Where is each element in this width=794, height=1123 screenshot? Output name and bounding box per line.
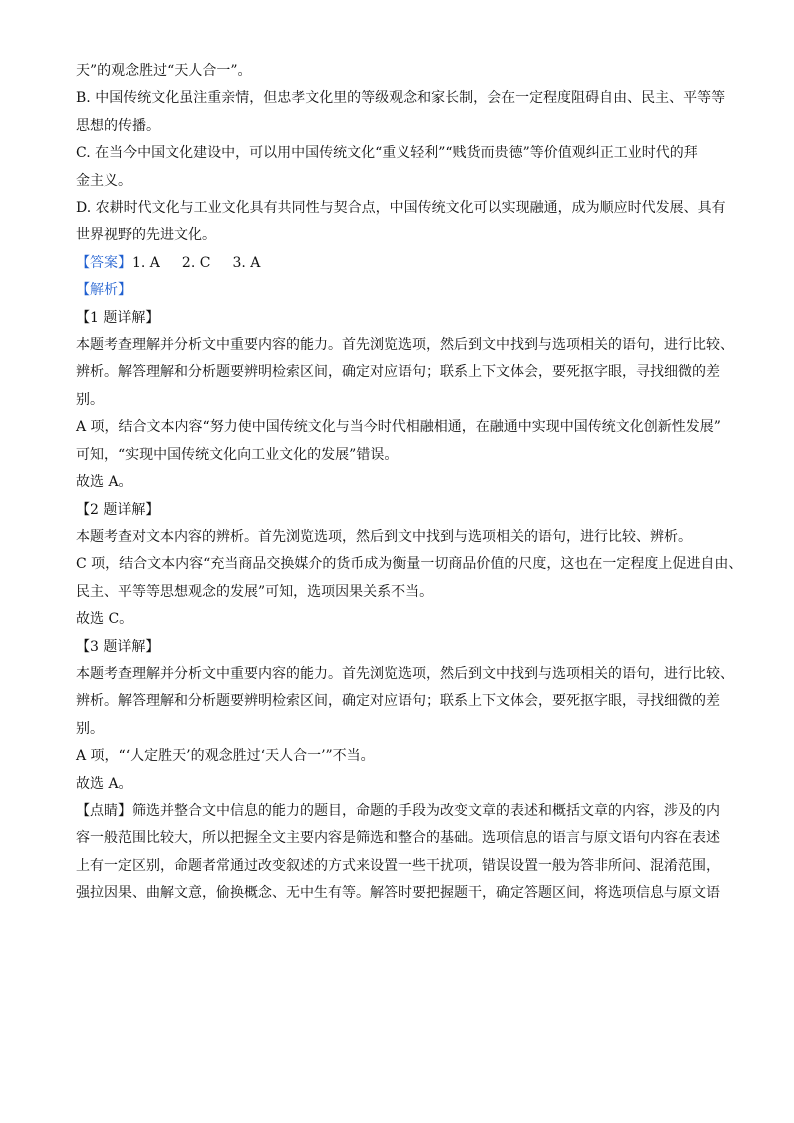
option-d-line-2: 世界视野的先进文化。: [76, 227, 216, 244]
q2-para1: 本题考查对文本内容的辨析。首先浏览选项，然后到文中找到与选项相关的语句，进行比较、辨析。: [76, 528, 692, 545]
option-b-line-1: B. 中国传统文化虽注重亲情，但忠孝文化里的等级观念和家长制，会在一定程度阻碍自由、民主、平等等: [76, 90, 726, 107]
tip-text-1: 筛选并整合文中信息的能力的题目，命题的手段为改变文章的表述和概括文章的内容，涉及的内: [132, 802, 720, 819]
q2-para2-line2: 民主、平等等思想观念的发展”可知，选项因果关系不当。: [76, 583, 434, 600]
answer-item-1: 1. A: [132, 254, 160, 271]
q3-header: 【3 题详解】: [76, 638, 160, 655]
q2-choice: 故选 C。: [76, 611, 134, 628]
q2-para2-line1: C 项，结合文本内容“充当商品交换媒介的货币成为衡量一切商品价值的尺度，这也在一定程度上促进自由、: [76, 556, 743, 573]
q3-choice: 故选 A。: [76, 775, 133, 792]
q3-para2: A 项，“‘人定胜天’的观念胜过‘天人合一’”不当。: [76, 748, 375, 765]
q3-para1-line1: 本题考查理解并分析文中重要内容的能力。首先浏览选项，然后到文中找到与选项相关的语句，进行比较、: [76, 665, 734, 682]
q3-para1-line2: 辨析。解答理解和分析题要辨明检索区间，确定对应语句；联系上下文体会，要死抠字眼，寻找细微的差: [76, 693, 720, 710]
answer-item-2: 2. C: [181, 254, 211, 271]
analysis-tag: 【解析】: [76, 282, 132, 299]
option-c-line-2: 金主义。: [76, 172, 132, 189]
page-content: [76, 58, 743, 908]
tip-line-2: 容一般范围比较大，所以把握全文主要内容是筛选和整合的基础。选项信息的语言与原文语句内容在表述: [76, 830, 720, 847]
q1-para1-line2: 辨析。解答理解和分析题要辨明检索区间，确定对应语句；联系上下文体会，要死抠字眼，寻找细微的差: [76, 364, 720, 381]
option-d-line-1: D. 农耕时代文化与工业文化具有共同性与契合点，中国传统文化可以实现融通，成为顺应时代发展、具有: [76, 200, 726, 217]
option-c-line-1: C. 在当今中国文化建设中，可以用中国传统文化“重义轻利”“贱货而贵德”等价值观纠正工业时代的拜: [76, 145, 698, 162]
q1-para1-line3: 别。: [76, 391, 104, 408]
option-b-line-2: 思想的传播。: [76, 117, 160, 134]
option-a-tail: 天”的观念胜过“天人合一”。: [76, 63, 252, 79]
tip-line-1: [76, 798, 724, 825]
answer-tag: 【答案】: [76, 254, 132, 271]
tip-line-4: 强拉因果、曲解文意，偷换概念、无中生有等。解答时要把握题干，确定答题区间，将选项信息与原文语: [76, 885, 720, 902]
q1-para2-line1: A 项，结合文本内容“努力使中国传统文化与当今时代相融相通，在融通中实现中国传统文化创新性发展”: [76, 419, 721, 436]
q1-choice: 故选 A。: [76, 474, 133, 491]
tip-tag: 【点睛】: [76, 802, 132, 819]
answer-item-3: 3. A: [232, 254, 261, 271]
q2-header: 【2 题详解】: [76, 501, 160, 518]
q1-header: 【1 题详解】: [76, 309, 160, 326]
q1-para2-line2: 可知，“实现中国传统文化向工业文化的发展”错误。: [76, 446, 399, 463]
answer-line: [76, 250, 724, 277]
tip-line-3: 上有一定区别，命题者常通过改变叙述的方式来设置一些干扰项，错误设置一般为答非所问、混淆范围，: [76, 857, 720, 874]
q3-para1-line3: 别。: [76, 720, 104, 737]
q1-para1-line1: 本题考查理解并分析文中重要内容的能力。首先浏览选项，然后到文中找到与选项相关的语句，进行比较、: [76, 337, 734, 354]
